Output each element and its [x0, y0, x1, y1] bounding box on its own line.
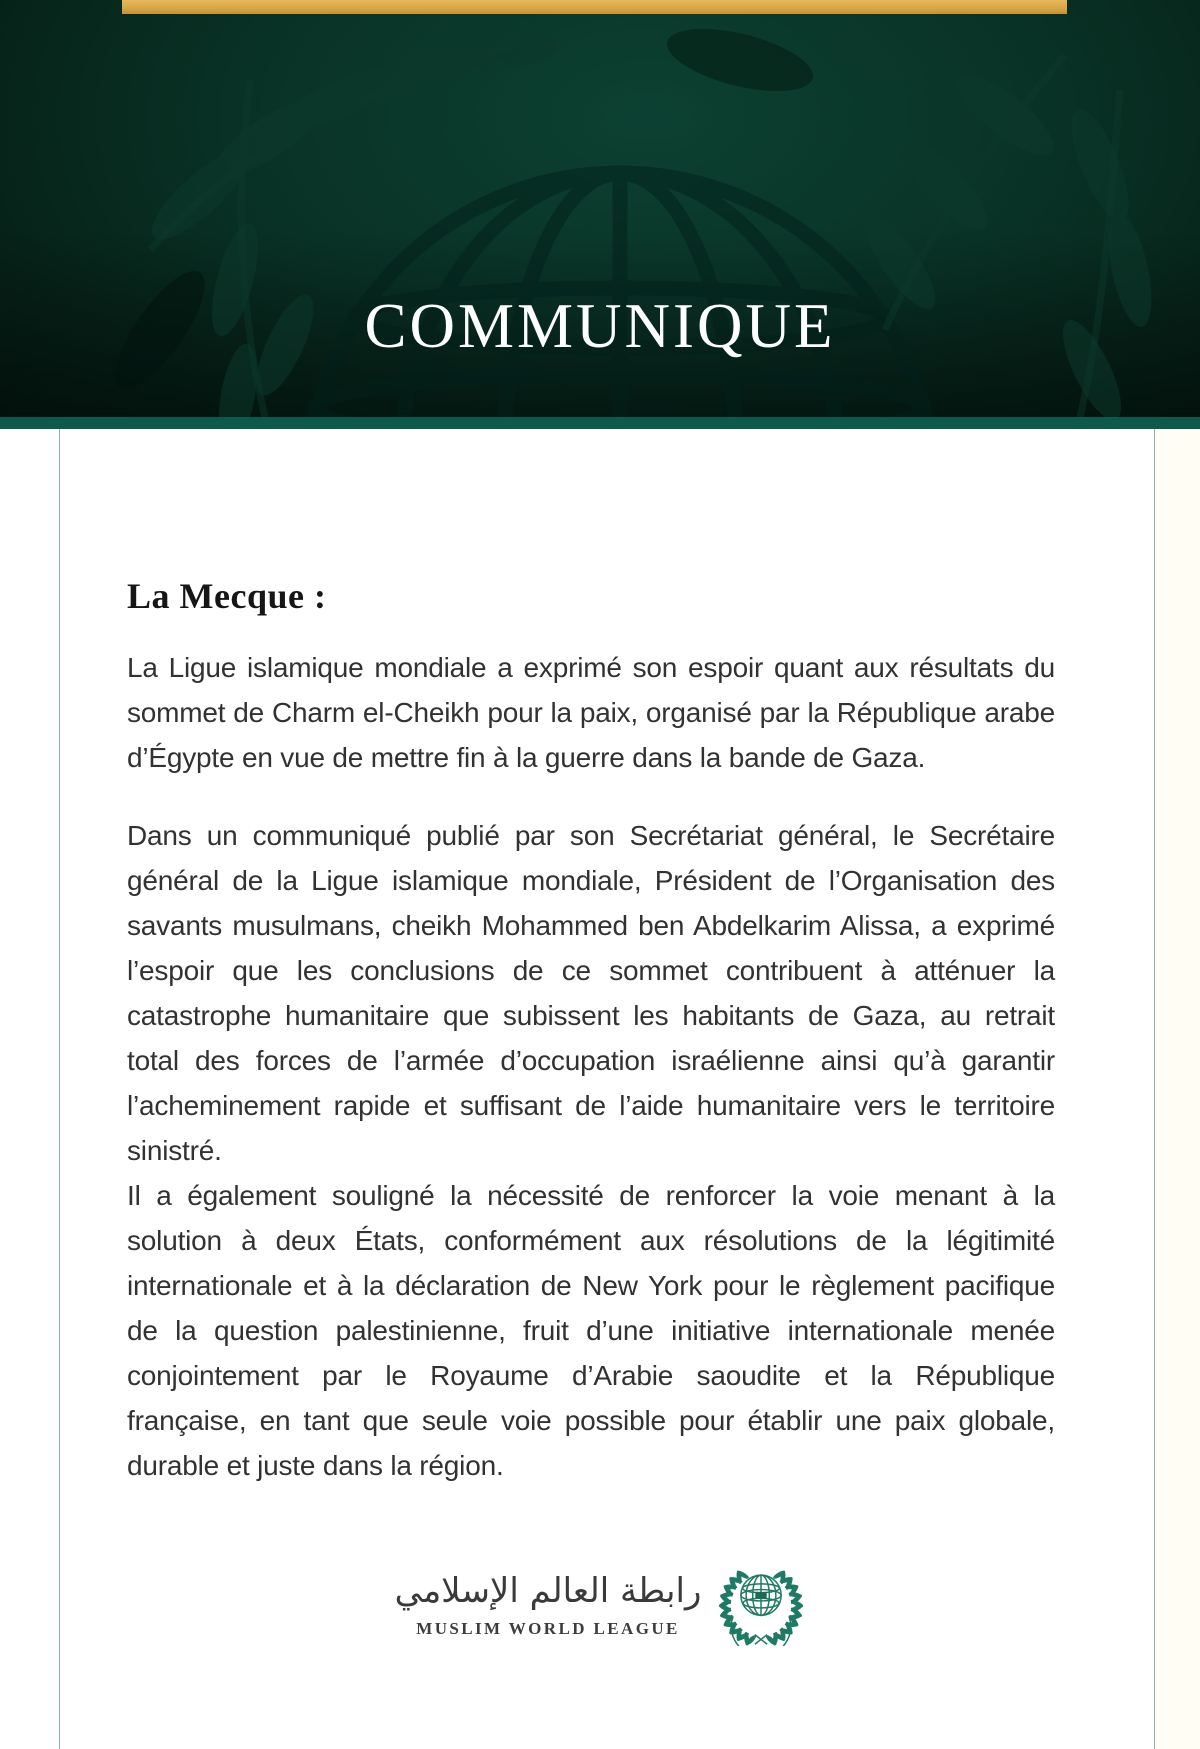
- logo-arabic-calligraphy: رابطة العالم الإسلامي: [394, 1570, 702, 1611]
- mwl-logo: [0, 1562, 1200, 1646]
- document-content: [127, 429, 1055, 1488]
- document-heading: La Mecque :: [127, 576, 327, 616]
- right-page-border: [1154, 429, 1155, 1749]
- page-body: [0, 429, 1200, 1749]
- paragraph-3: Il a également souligné la nécessité de renforcer la voie menant à la solution à deux États, conformément aux résolutions de la légitimité internationale et à la déclaration de New York pour le règlement pacifique de la question palestinienne, fruit d’une initiative internationale menée conjointement par le Royaume d’Arabie saoudite et la République française, en tant que seule voie possible pour établir une paix globale, durable et juste dans la région.: [127, 1180, 1055, 1481]
- globe-wreath-icon: [717, 1562, 805, 1646]
- paragraph-2: Dans un communiqué publié par son Secrétariat général, le Secrétaire général de la Ligue islamique mondiale, Président de l’Organisation des savants musulmans, cheikh Mohammed ben Abdelkarim Alissa, a exprimé l’espoir que les conclusions de ce sommet contribuent à atténuer la catastrophe humanitaire que subissent les habitants de Gaza, au retrait total des forces de l’armée d’occupation israélienne ainsi qu’à garantir l’acheminement rapide et suffisant de l’aide humanitaire vers le territoire sinistré.: [127, 820, 1055, 1166]
- teal-divider-band: [0, 417, 1200, 429]
- page-right-tint: [1155, 429, 1200, 1749]
- kaaba-mark: [756, 1592, 767, 1598]
- gold-accent-bar: [122, 0, 1067, 14]
- paragraph-1: La Ligue islamique mondiale a exprimé son espoir quant aux résultats du sommet de Charm el-Cheikh pour la paix, organisé par la République arabe d’Égypte en vue de mettre fin à la guerre dans la bande de Gaza.: [127, 652, 1055, 773]
- header-banner: [0, 0, 1200, 417]
- left-page-border: [59, 429, 60, 1749]
- mwl-logo-text: [395, 1569, 702, 1640]
- communique-title: COMMUNIQUE: [364, 291, 836, 361]
- logo-wordmark: MUSLIM WORLD LEAGUE: [416, 1619, 680, 1639]
